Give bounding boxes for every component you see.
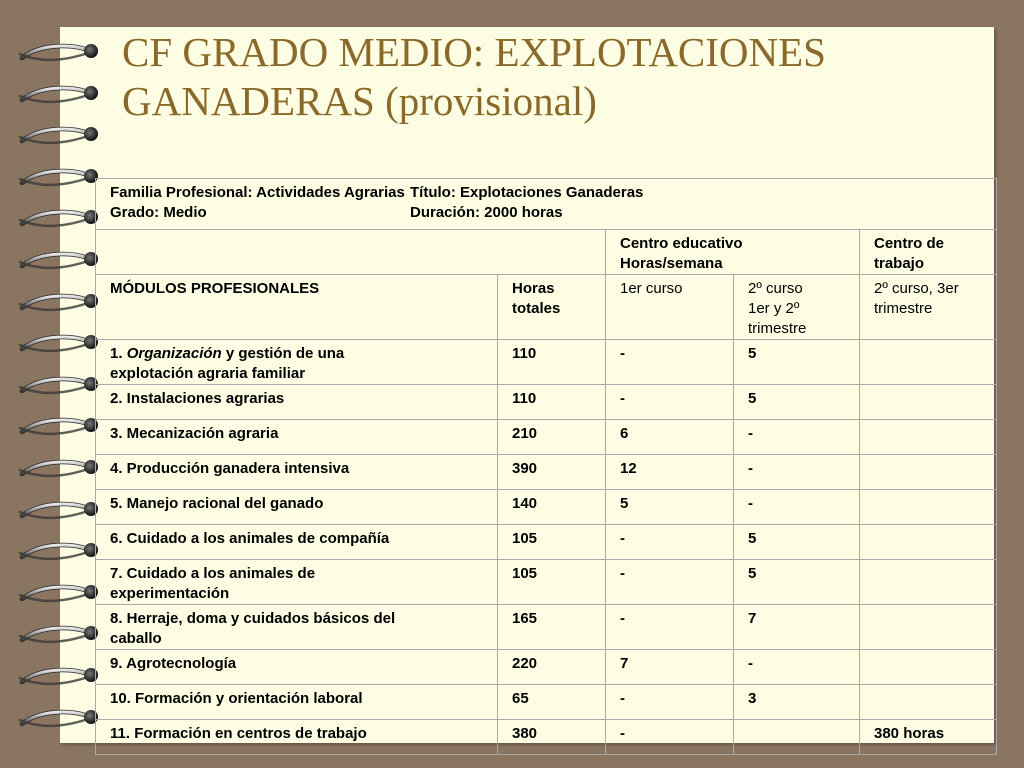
binding-ring-icon bbox=[18, 332, 102, 354]
table-row bbox=[96, 340, 997, 385]
grado-text: Grado: Medio bbox=[110, 204, 207, 221]
table-row bbox=[96, 650, 997, 685]
title-line-1: CF GRADO MEDIO: EXPLOTACIONES bbox=[122, 29, 826, 75]
segundo-curso-header bbox=[734, 275, 860, 340]
module-name-cell: 3. Mecanización agraria bbox=[96, 420, 498, 455]
segundo-curso-cell: 7 bbox=[734, 605, 860, 650]
primer-curso-cell: - bbox=[606, 525, 734, 560]
table-row bbox=[96, 490, 997, 525]
modulos-header: MÓDULOS PROFESIONALES bbox=[96, 275, 498, 340]
horas-cell: 165 bbox=[498, 605, 606, 650]
module-name-cell: 2. Instalaciones agrarias bbox=[96, 385, 498, 420]
group-header-empty bbox=[96, 230, 606, 275]
info-header-cell bbox=[96, 179, 997, 230]
binding-ring-icon bbox=[18, 623, 102, 645]
primer-curso-cell: 12 bbox=[606, 455, 734, 490]
group-header-row bbox=[96, 230, 997, 275]
table-row bbox=[96, 685, 997, 720]
segundo-curso-label-3: trimestre bbox=[748, 320, 807, 337]
segundo-curso-cell: 5 bbox=[734, 340, 860, 385]
binding-ring-icon bbox=[18, 41, 102, 63]
module-name-cell bbox=[96, 560, 498, 605]
module-name-line-1: 8. Herraje, doma y cuidados básicos del bbox=[110, 610, 396, 627]
title-line-2: GANADERAS (provisional) bbox=[122, 78, 597, 124]
module-name-line-2: experimentación bbox=[110, 585, 230, 602]
modules-table bbox=[95, 178, 997, 755]
trabajo-cell bbox=[860, 420, 997, 455]
horas-cell: 110 bbox=[498, 385, 606, 420]
segundo-curso-cell: 5 bbox=[734, 560, 860, 605]
module-name-cell: 10. Formación y orientación laboral bbox=[96, 685, 498, 720]
horas-cell: 65 bbox=[498, 685, 606, 720]
horas-cell: 380 bbox=[498, 720, 606, 755]
trabajo-label-1: 2º curso, 3er bbox=[874, 280, 959, 297]
trabajo-label-2: trimestre bbox=[874, 300, 933, 317]
module-number: 1. bbox=[110, 345, 123, 362]
segundo-curso-label-1: 2º curso bbox=[748, 280, 803, 297]
duracion-text: Duración: 2000 horas bbox=[410, 204, 563, 221]
segundo-curso-cell: 5 bbox=[734, 385, 860, 420]
segundo-curso-label-2: 1er y 2º bbox=[748, 300, 800, 317]
table-row bbox=[96, 605, 997, 650]
column-header-row bbox=[96, 275, 997, 340]
binding-ring-icon bbox=[18, 499, 102, 521]
primer-curso-cell: 5 bbox=[606, 490, 734, 525]
table-row bbox=[96, 525, 997, 560]
module-name-rest: y gestión de una bbox=[221, 345, 345, 362]
horas-cell: 140 bbox=[498, 490, 606, 525]
horas-label-2: totales bbox=[512, 300, 561, 317]
trabajo-cell bbox=[860, 650, 997, 685]
primer-curso-cell: - bbox=[606, 720, 734, 755]
horas-cell: 110 bbox=[498, 340, 606, 385]
centro-educativo-label: Centro educativo bbox=[620, 235, 743, 252]
binding-ring-icon bbox=[18, 665, 102, 687]
segundo-curso-cell: - bbox=[734, 420, 860, 455]
module-name-cell: 9. Agrotecnología bbox=[96, 650, 498, 685]
primer-curso-header: 1er curso bbox=[606, 275, 734, 340]
primer-curso-cell: - bbox=[606, 340, 734, 385]
page-title bbox=[122, 28, 982, 126]
horas-header bbox=[498, 275, 606, 340]
horas-cell: 105 bbox=[498, 525, 606, 560]
binding-ring-icon bbox=[18, 582, 102, 604]
primer-curso-cell: - bbox=[606, 560, 734, 605]
binding-ring-icon bbox=[18, 124, 102, 146]
titulo-text: Título: Explotaciones Ganaderas bbox=[410, 184, 644, 201]
binding-ring-icon bbox=[18, 374, 102, 396]
horas-cell: 390 bbox=[498, 455, 606, 490]
segundo-curso-cell bbox=[734, 720, 860, 755]
primer-curso-cell: - bbox=[606, 605, 734, 650]
centro-trabajo-label-1: Centro de bbox=[874, 235, 945, 252]
binding-ring-icon bbox=[18, 457, 102, 479]
horas-cell: 105 bbox=[498, 560, 606, 605]
table-row bbox=[96, 455, 997, 490]
module-name-emphasis: Organización bbox=[126, 345, 222, 362]
module-name-line-2: explotación agraria familiar bbox=[110, 365, 306, 382]
module-name-line-2: caballo bbox=[110, 630, 162, 647]
primer-curso-cell: - bbox=[606, 385, 734, 420]
table-row bbox=[96, 720, 997, 755]
centro-trabajo-header bbox=[860, 230, 997, 275]
binding-ring-icon bbox=[18, 291, 102, 313]
trabajo-cell bbox=[860, 340, 997, 385]
module-name-cell: 11. Formación en centros de trabajo bbox=[96, 720, 498, 755]
trabajo-cell: 380 horas bbox=[860, 720, 997, 755]
trabajo-cell bbox=[860, 490, 997, 525]
trabajo-cell bbox=[860, 525, 997, 560]
segundo-curso-cell: - bbox=[734, 490, 860, 525]
module-name-cell bbox=[96, 340, 498, 385]
trabajo-cell bbox=[860, 685, 997, 720]
binding-ring-icon bbox=[18, 540, 102, 562]
segundo-curso-cell: 3 bbox=[734, 685, 860, 720]
horas-cell: 210 bbox=[498, 420, 606, 455]
centro-educativo-header bbox=[606, 230, 860, 275]
table-row bbox=[96, 420, 997, 455]
primer-curso-cell: 6 bbox=[606, 420, 734, 455]
binding-ring-icon bbox=[18, 166, 102, 188]
module-name-cell: 4. Producción ganadera intensiva bbox=[96, 455, 498, 490]
trabajo-cell bbox=[860, 385, 997, 420]
binding-ring-icon bbox=[18, 249, 102, 271]
trabajo-cell bbox=[860, 605, 997, 650]
horas-label-1: Horas bbox=[512, 280, 555, 297]
segundo-curso-cell: 5 bbox=[734, 525, 860, 560]
module-name-line-1: 7. Cuidado a los animales de bbox=[110, 565, 316, 582]
centro-trabajo-label-2: trabajo bbox=[874, 255, 925, 272]
binding-ring-icon bbox=[18, 415, 102, 437]
module-name-cell: 5. Manejo racional del ganado bbox=[96, 490, 498, 525]
horas-semana-label: Horas/semana bbox=[620, 255, 723, 272]
table-row bbox=[96, 385, 997, 420]
binding-ring-icon bbox=[18, 707, 102, 729]
familia-text: Familia Profesional: Actividades Agrarias bbox=[110, 184, 405, 201]
module-name-cell bbox=[96, 605, 498, 650]
primer-curso-cell: 7 bbox=[606, 650, 734, 685]
info-header-row bbox=[96, 179, 997, 230]
binding-ring-icon bbox=[18, 207, 102, 229]
trabajo-header bbox=[860, 275, 997, 340]
table-row bbox=[96, 560, 997, 605]
horas-cell: 220 bbox=[498, 650, 606, 685]
module-name-cell: 6. Cuidado a los animales de compañía bbox=[96, 525, 498, 560]
segundo-curso-cell: - bbox=[734, 650, 860, 685]
binding-ring-icon bbox=[18, 83, 102, 105]
trabajo-cell bbox=[860, 560, 997, 605]
segundo-curso-cell: - bbox=[734, 455, 860, 490]
primer-curso-cell: - bbox=[606, 685, 734, 720]
trabajo-cell bbox=[860, 455, 997, 490]
